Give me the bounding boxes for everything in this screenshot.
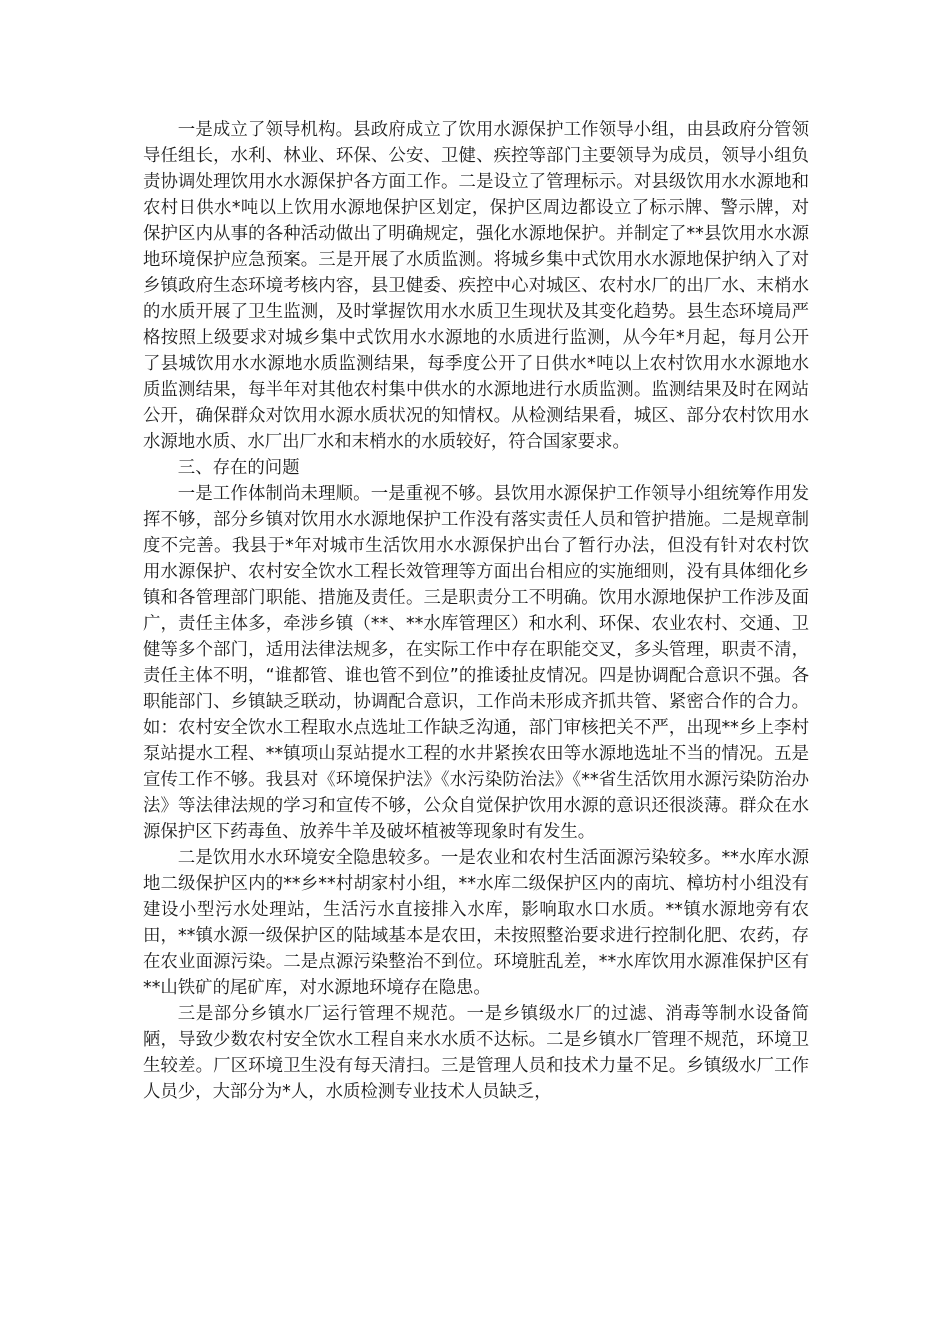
paragraph-system-issues: 一是工作体制尚未理顺。一是重视不够。县饮用水源保护工作领导小组统筹作用发挥不够，部分乡镇对饮用水水源地保护工作没有落实责任人员和管护措施。二是规章制度不完善。我县于*年对城市生活饮用水水源保护出台了暂行办法，但没有针对农村饮用水源保护、农村安全饮水工程长效管理等方面出台相应的实施细则，没有具体细化乡镇和各管理部门职能、措施及责任。三是职责分工不明确。饮用水源地保护工作涉及面广，责任主体多，牵涉乡镇（**、**水库管理区）和水利、环保、农业农村、交通、卫健等多个部门，适用法律法规多，在实际工作中存在职能交叉，多头管理，职责不清，责任主体不明，“谁都管、谁也管不到位”的推诿扯皮情况。四是协调配合意识不强。各职能部门、乡镇缺乏联动，协调配合意识，工作尚未形成齐抓共管、紧密合作的合力。如：农村安全饮水工程取水点选址工作缺乏沟通，部门审核把关不严，出现**乡上李村泵站提水工程、**镇项山泵站提水工程的水井紧挨农田等水源地选址不当的情况。五是宣传工作不够。我县对《环境保护法》《水污染防治法》《**省生活饮用水源污染防治办法》等法律法规的学习和宣传不够，公众自觉保护饮用水源的意识还很淡薄。群众在水源保护区下药毒鱼、放养牛羊及破坏植被等现象时有发生。 [143,484,809,842]
section-heading-problems: 三、存在的问题 [177,458,300,478]
document-body [143,117,809,1105]
paragraph-measures: 一是成立了领导机构。县政府成立了饮用水源保护工作领导小组，由县政府分管领导任组长，水利、林业、环保、公安、卫健、疾控等部门主要领导为成员，领导小组负责协调处理饮用水水源保护各方面工作。二是设立了管理标示。对县级饮用水水源地和农村日供水*吨以上饮用水源地保护区划定，保护区周边都设立了标示牌、警示牌，对保护区内从事的各种活动做出了明确规定，强化水源地保护。并制定了**县饮用水水源地环境保护应急预案。三是开展了水质监测。将城乡集中式饮用水水源地保护纳入了对乡镇政府生态环境考核内容，县卫健委、疾控中心对城区、农村水厂的出厂水、末梢水的水质开展了卫生监测，及时掌握饮用水水质卫生现状及其变化趋势。县生态环境局严格按照上级要求对城乡集中式饮用水水源地的水质进行监测，从今年*月起，每月公开了县城饮用水水源地水质监测结果，每季度公开了日供水*吨以上农村饮用水水源地水质监测结果，每半年对其他农村集中供水的水源地进行水质监测。监测结果及时在网站公开，确保群众对饮用水源水质状况的知情权。从检测结果看，城区、部分农村饮用水水源地水质、水厂出厂水和末梢水的水质较好，符合国家要求。 [143,120,809,452]
paragraph-waterworks-management: 三是部分乡镇水厂运行管理不规范。一是乡镇级水厂的过滤、消毒等制水设备简陋，导致少数农村安全饮水工程自来水水质不达标。二是乡镇水厂管理不规范，环境卫生较差。厂区环境卫生没有每天清扫。三是管理人员和技术力量不足。乡镇级水厂工作人员少，大部分为*人，水质检测专业技术人员缺乏， [143,1004,809,1102]
paragraph-safety-hazards: 二是饮用水水环境安全隐患较多。一是农业和农村生活面源污染较多。**水库水源地二级保护区内的**乡**村胡家村小组，**水库二级保护区内的南坑、樟坊村小组没有建设小型污水处理站，生活污水直接排入水库，影响取水口水质。**镇水源地旁有农田，**镇水源一级保护区的陆域基本是农田，未按照整治要求进行控制化肥、农药，存在农业面源污染。二是点源污染整治不到位。环境脏乱差，**水库饮用水源准保护区有**山铁矿的尾矿库，对水源地环境存在隐患。 [143,848,809,998]
